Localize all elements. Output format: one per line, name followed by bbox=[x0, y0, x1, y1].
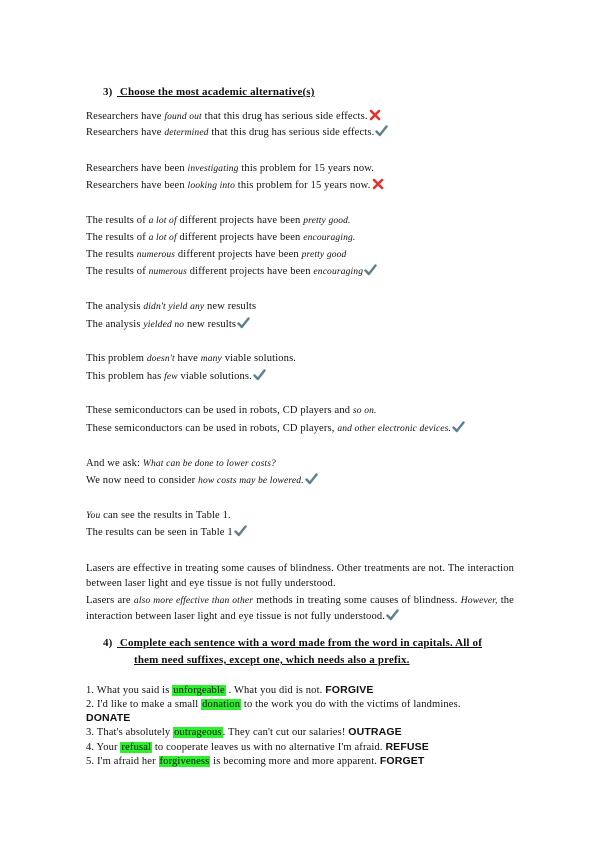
sentence-line bbox=[86, 231, 355, 245]
italic-text: a lot of bbox=[148, 233, 177, 243]
section-3-title: Choose the most academic alternative(s) bbox=[119, 86, 315, 98]
text: The analysis bbox=[86, 301, 144, 312]
section-4-title-line1: Complete each sentence with a word made from the word in capitals. All of bbox=[119, 637, 483, 649]
text: 5. I'm afraid her bbox=[86, 756, 159, 767]
italic-text: looking into bbox=[187, 181, 235, 191]
text: . They can't cut our salaries! bbox=[222, 727, 349, 738]
sentence-line bbox=[86, 109, 381, 126]
text: the interaction between laser light and eye tissue is not fully understood. bbox=[86, 595, 514, 622]
text: Lasers are bbox=[86, 595, 134, 606]
sentence-line bbox=[86, 214, 351, 228]
text: viable solutions. bbox=[221, 353, 297, 364]
paragraph bbox=[86, 593, 514, 626]
text: . What you did is not. bbox=[225, 685, 326, 696]
sentence-line bbox=[86, 421, 465, 438]
italic-text: doesn't bbox=[146, 354, 175, 364]
text: These semiconductors can be used in robots, CD players, bbox=[86, 423, 338, 434]
sentence-line bbox=[86, 317, 250, 334]
sentence-line bbox=[86, 178, 384, 195]
sentence-line bbox=[86, 369, 266, 386]
text: 3. That's absolutely bbox=[86, 727, 174, 738]
exercise-item bbox=[86, 725, 402, 740]
sentence-line bbox=[86, 525, 247, 542]
italic-text: You bbox=[86, 511, 101, 521]
italic-text: so on. bbox=[352, 406, 377, 416]
text: viable solutions. bbox=[177, 371, 252, 382]
text: this problem for 15 years now. bbox=[235, 180, 371, 191]
italic-text: how costs may be lowered. bbox=[198, 476, 304, 486]
italic-text: didn't yield any bbox=[143, 302, 205, 312]
sentence-line bbox=[86, 162, 374, 176]
text: different projects have been bbox=[176, 232, 304, 243]
cross-icon bbox=[369, 109, 381, 126]
text: These semiconductors can be used in robots, CD players and bbox=[86, 405, 353, 416]
text: to the work you do with the victims of landmines. bbox=[241, 699, 461, 710]
text: new results bbox=[204, 301, 257, 312]
sentence-line bbox=[86, 264, 377, 281]
text: We now need to consider bbox=[86, 475, 199, 486]
section-3-number: 3) bbox=[103, 86, 113, 98]
italic-text: and other electronic devices. bbox=[337, 424, 452, 434]
section-4-number: 4) bbox=[103, 637, 113, 649]
text: The results of bbox=[86, 232, 149, 243]
capital-keyword: FORGET bbox=[379, 755, 425, 767]
italic-text: a lot of bbox=[148, 216, 177, 226]
italic-text: few bbox=[164, 372, 178, 382]
section-4-heading-cont bbox=[134, 654, 410, 666]
capital-keyword: FORGIVE bbox=[325, 684, 374, 696]
section-4-title-line2: them need suffixes, except one, which needs also a prefix. bbox=[134, 654, 410, 666]
capital-keyword: DONATE bbox=[86, 712, 131, 724]
text: have bbox=[174, 353, 201, 364]
paragraph: Lasers are effective in treating some causes of blindness. Other treatments are not. The interaction between laser light and eye tissue is not fully understood. bbox=[86, 563, 514, 589]
check-icon bbox=[364, 264, 377, 281]
text: The results bbox=[86, 249, 137, 260]
text: different projects have been bbox=[186, 266, 314, 277]
italic-text: encouraging. bbox=[303, 233, 356, 243]
italic-text: also more effective than other bbox=[133, 596, 254, 606]
text: The results can be seen in Table 1 bbox=[86, 527, 233, 538]
cross-icon bbox=[372, 178, 384, 195]
text: This problem bbox=[86, 353, 147, 364]
sentence-line bbox=[86, 352, 296, 366]
text: that this drug has serious side effects. bbox=[208, 127, 375, 138]
capital-keyword: REFUSE bbox=[385, 741, 429, 753]
check-icon bbox=[253, 369, 266, 386]
text: this problem for 15 years now. bbox=[238, 163, 375, 174]
capital-keyword: OUTRAGE bbox=[348, 726, 402, 738]
sentence-line bbox=[86, 248, 346, 262]
sentence-line bbox=[86, 404, 377, 418]
italic-text: What can be done to lower costs? bbox=[142, 459, 276, 469]
highlighted-answer: forgiveness bbox=[159, 756, 210, 767]
highlighted-answer: refusal bbox=[121, 742, 152, 753]
text: 4. Your bbox=[86, 742, 121, 753]
exercise-item bbox=[86, 740, 429, 755]
exercise-item-keyword-line bbox=[86, 711, 130, 726]
text: Researchers have been bbox=[86, 163, 188, 174]
text: Researchers have bbox=[86, 111, 165, 122]
highlighted-answer: unforgeable bbox=[173, 685, 225, 696]
check-icon bbox=[237, 317, 250, 334]
italic-text: However, bbox=[460, 596, 498, 606]
text: The results of bbox=[86, 266, 149, 277]
sentence-line bbox=[86, 125, 388, 142]
italic-text: determined bbox=[164, 128, 209, 138]
italic-text: yielded no bbox=[143, 320, 185, 330]
text: different projects have been bbox=[176, 215, 304, 226]
text: Researchers have been bbox=[86, 180, 188, 191]
text: The results of bbox=[86, 215, 149, 226]
check-icon bbox=[452, 421, 465, 438]
italic-text: investigating bbox=[187, 164, 239, 174]
italic-text: numerous bbox=[148, 267, 187, 277]
text: And we ask: bbox=[86, 458, 143, 469]
sentence-line bbox=[86, 473, 318, 490]
exercise-item bbox=[86, 697, 461, 712]
text: Researchers have bbox=[86, 127, 165, 138]
exercise-item bbox=[86, 683, 374, 698]
italic-text: encouraging bbox=[313, 267, 364, 277]
check-icon bbox=[305, 473, 318, 490]
section-3-heading bbox=[103, 86, 315, 98]
section-4-heading bbox=[103, 637, 482, 649]
exercise-item bbox=[86, 754, 424, 769]
text: different projects have been bbox=[175, 249, 302, 260]
highlighted-answer: outrageous bbox=[174, 727, 222, 738]
sentence-line bbox=[86, 509, 231, 523]
italic-text: found out bbox=[164, 112, 202, 122]
text: that this drug has serious side effects. bbox=[201, 111, 368, 122]
text: can see the results in Table 1. bbox=[100, 510, 231, 521]
italic-text: pretty good. bbox=[303, 216, 351, 226]
text: 2. I'd like to make a small bbox=[86, 699, 202, 710]
sentence-line bbox=[86, 457, 276, 471]
text: This problem has bbox=[86, 371, 165, 382]
check-icon bbox=[375, 125, 388, 142]
highlighted-answer: donation bbox=[202, 699, 241, 710]
text: The analysis bbox=[86, 319, 144, 330]
check-icon bbox=[234, 525, 247, 542]
text: is becoming more and more apparent. bbox=[210, 756, 380, 767]
italic-text: pretty good bbox=[301, 250, 347, 260]
italic-text: many bbox=[200, 354, 222, 364]
text: new results bbox=[184, 319, 237, 330]
text: to cooperate leaves us with no alternative I'm afraid. bbox=[152, 742, 386, 753]
italic-text: numerous bbox=[136, 250, 176, 260]
sentence-line bbox=[86, 300, 256, 314]
text: 1. What you said is bbox=[86, 685, 173, 696]
check-icon bbox=[386, 609, 399, 626]
text: methods in treating some causes of blindness. bbox=[253, 595, 461, 606]
